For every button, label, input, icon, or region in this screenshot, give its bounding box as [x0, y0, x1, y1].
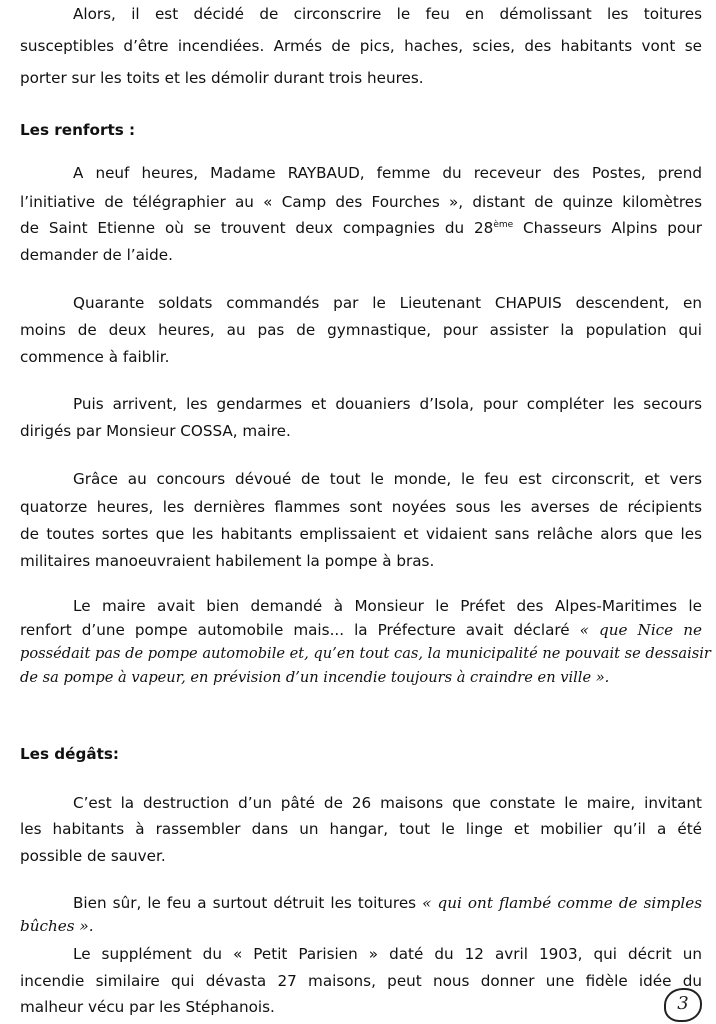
paragraph-line: incendie similaire qui dévasta 27 maisons, peut nous donner une fidèle idée du	[20, 972, 702, 990]
paragraph-line: Grâce au concours dévoué de tout le monde, le feu est circonscrit, et vers	[73, 470, 702, 488]
quote-segment: « que Nice ne	[579, 621, 702, 639]
paragraph-line: l’initiative de télégraphier au « Camp des Fourches », distant de quinze kilomètres	[20, 193, 702, 211]
superscript: ème	[493, 219, 514, 230]
paragraph-line: C’est la destruction d’un pâté de 26 maisons que constate le maire, invitant	[73, 794, 702, 812]
quote-line: bûches ».	[20, 917, 94, 935]
paragraph-line: malheur vécu par les Stéphanois.	[20, 998, 275, 1016]
section-heading-renforts: Les renforts :	[20, 121, 136, 139]
paragraph-line: susceptibles d’être incendiées. Armés de pics, haches, scies, des habitants vont se	[20, 37, 702, 55]
quote-line: de sa pompe à vapeur, en prévision d’un incendie toujours à craindre en ville ».	[20, 669, 610, 686]
text-segment: renfort d’une pompe automobile mais... la Préfecture avait déclaré	[20, 621, 580, 639]
paragraph-line: Le supplément du « Petit Parisien » daté du 12 avril 1903, qui décrit un	[73, 945, 702, 963]
paragraph-line: commence à faiblir.	[20, 348, 170, 366]
paragraph-line: militaires manoeuvraient habilement la pompe à bras.	[20, 552, 435, 570]
paragraph-line: demander de l’aide.	[20, 246, 173, 264]
paragraph-line	[73, 892, 702, 914]
page-number: 3	[664, 988, 702, 1022]
paragraph-line: possible de sauver.	[20, 847, 166, 865]
text-segment: Chasseurs Alpins pour	[513, 219, 703, 237]
paragraph-line: dirigés par Monsieur COSSA, maire.	[20, 422, 291, 440]
paragraph-line: quatorze heures, les dernières flammes sont noyées sous les averses de récipients	[20, 498, 702, 516]
paragraph-line	[20, 619, 702, 641]
paragraph-line: Le maire avait bien demandé à Monsieur le Préfet des Alpes-Maritimes le	[73, 597, 702, 615]
paragraph-line: Alors, il est décidé de circonscrire le feu en démolissant les toitures	[73, 5, 702, 23]
paragraph-line: les habitants à rassembler dans un hangar, tout le linge et mobilier qu’il a été	[20, 820, 702, 838]
section-heading-degats: Les dégâts:	[20, 745, 119, 763]
paragraph-line: A neuf heures, Madame RAYBAUD, femme du receveur des Postes, prend	[73, 164, 702, 182]
quote-line: possédait pas de pompe automobile et, qu’en tout cas, la municipalité ne pouvait se dessaisir	[20, 645, 711, 662]
paragraph-line: Puis arrivent, les gendarmes et douaniers d’Isola, pour compléter les secours	[73, 395, 702, 413]
paragraph-line: de toutes sortes que les habitants emplissaient et vidaient sans relâche alors que les	[20, 525, 702, 543]
paragraph-line: Quarante soldats commandés par le Lieutenant CHAPUIS descendent, en	[73, 294, 702, 312]
paragraph-line: porter sur les toits et les démolir durant trois heures.	[20, 69, 424, 87]
quote-segment: « qui ont flambé comme de simples	[422, 894, 703, 912]
text-segment: de Saint Etienne où se trouvent deux compagnies du 28	[20, 219, 494, 237]
paragraph-line	[20, 217, 702, 239]
text-segment: Bien sûr, le feu a surtout détruit les toitures	[73, 894, 423, 912]
paragraph-line: moins de deux heures, au pas de gymnastique, pour assister la population qui	[20, 321, 702, 339]
